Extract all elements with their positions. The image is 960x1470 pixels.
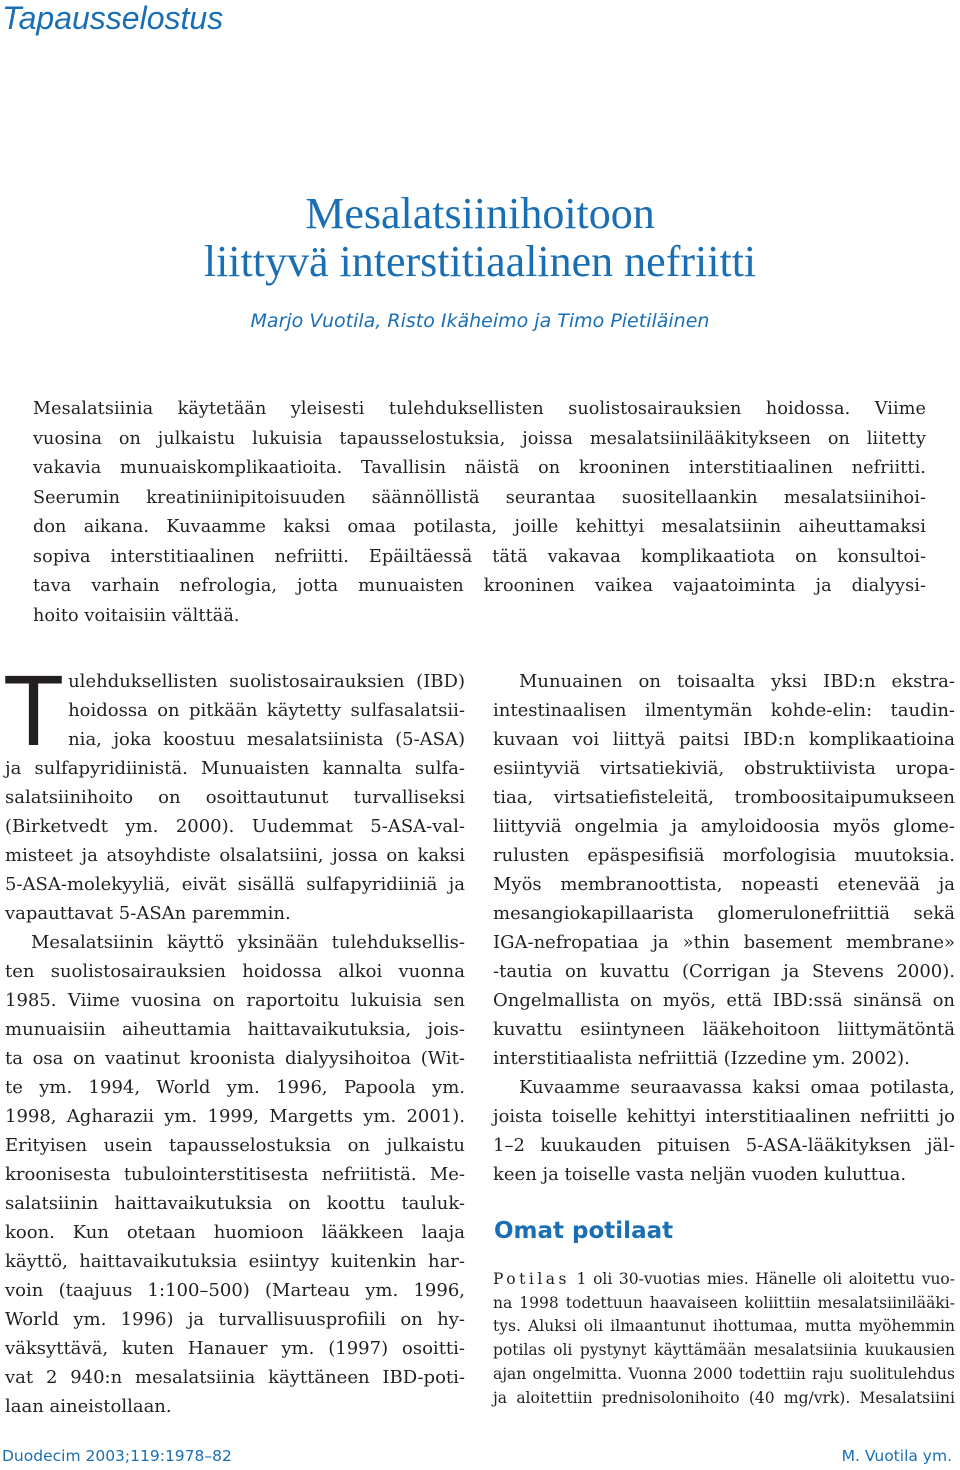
- footer-citation: Duodecim 2003;119:1978–82: [2, 1447, 232, 1465]
- body-line: tiaa, virtsatiefisteleitä, tromboositaipumukseen: [493, 787, 955, 808]
- body-line: (Birketvedt ym. 2000). Uudemmat 5-ASA-val-: [5, 816, 465, 837]
- body-column-left: [3, 655, 465, 1421]
- abstract-line: don aikana. Kuvaamme kaksi omaa potilasta, joille kehittyi mesalatsiinin aiheuttamaksi: [33, 517, 926, 537]
- case-line: na 1998 todettuun haavaiseen koliittiin mesalatsiinilääki-: [493, 1293, 955, 1312]
- body-line: mesangiokapillaarista glomerulonefriittiä sekä: [493, 903, 955, 924]
- body-line: keen ja toiselle vasta neljän vuoden kuluttua.: [493, 1164, 907, 1185]
- abstract-line: hoito voitaisiin välttää.: [33, 605, 240, 626]
- body-line: Ongelmallista on myös, että IBD:ssä sinänsä on: [493, 990, 955, 1011]
- body-line: laan aineistollaan.: [5, 1396, 172, 1417]
- case-line: ja aloitettiin prednisolonihoito (40 mg/vrk). Mesalatsiini: [493, 1388, 955, 1407]
- body-line: -tautia on kuvattu (Corrigan ja Stevens 2000).: [493, 961, 955, 982]
- body-column-right: [493, 667, 955, 1189]
- footer-author: M. Vuotila ym.: [841, 1447, 952, 1465]
- body-line: väksyttävä, kuten Hanauer ym. (1997) osoitti-: [5, 1338, 465, 1359]
- body-line: IGA-nefropatiaa ja »thin basement membrane»: [493, 932, 955, 953]
- abstract-line: vakavia munuaiskomplikaatioita. Tavallisin näistä on krooninen interstitiaalinen nefriitti.: [33, 458, 926, 478]
- body-line: salatsiinihoito on osoittautunut turvalliseksi: [5, 787, 465, 808]
- body-line: hoidossa on pitkään käytetty sulfasalatsii-: [68, 700, 465, 721]
- body-line: 1985. Viime vuosina on raportoitu lukuisia sen: [5, 990, 465, 1011]
- body-line: Myös membranoottista, nopeasti etenevää ja: [493, 874, 955, 895]
- abstract-line: Seerumin kreatiniinipitoisuuden säännöllistä seurantaa suositellaankin mesalatsiinihoi-: [33, 487, 926, 508]
- body-line: interstitiaalista nefriittiä (Izzedine ym. 2002).: [493, 1048, 910, 1069]
- body-line: 1–2 kuukauden pituisen 5-ASA-lääkityksen jäl-: [493, 1135, 955, 1156]
- body-line: vapauttavat 5-ASAn paremmin.: [5, 903, 291, 924]
- article-title: [0, 190, 960, 286]
- opening-paragraph: [3, 655, 465, 767]
- section-label: Tapausselostus: [2, 0, 224, 36]
- body-line: 1998, Agharazii ym. 1999, Margetts ym. 2001).: [5, 1106, 465, 1127]
- author-list: Marjo Vuotila, Risto Ikäheimo ja Timo Pietiläinen: [250, 310, 710, 332]
- body-line: Munuainen on toisaalta yksi IBD:n ekstra-: [519, 671, 955, 692]
- case-lead: Potilas: [493, 1270, 570, 1288]
- body-line: joista toiselle kehittyi interstitiaalinen nefriitti jo: [493, 1106, 955, 1127]
- body-line: ta osa on vaatinut kroonista dialyysihoitoa (Wit-: [5, 1048, 465, 1069]
- abstract: [33, 395, 926, 631]
- body-line: ten suolistosairauksien hoidossa alkoi vuonna: [5, 961, 465, 982]
- body-line: salatsiinin haittavaikutuksia on koottu tauluk-: [5, 1193, 465, 1214]
- body-line: liittyviä ongelmia ja amyloidoosia myös glome-: [493, 816, 955, 837]
- body-line: kuvattu esiintyneen lääkehoitoon liittymätöntä: [493, 1019, 955, 1040]
- body-line: voin (taajuus 1:100–500) (Marteau ym. 1996,: [5, 1280, 465, 1301]
- body-line: munuaisiin aiheuttamia haittavaikutuksia, jois-: [5, 1019, 465, 1040]
- body-line: nia, joka koostuu mesalatsiinista (5-ASA): [68, 729, 465, 750]
- body-line: Erityisen usein tapausselostuksia on julkaistu: [5, 1135, 465, 1156]
- body-line: World ym. 1996) ja turvallisuusprofiili on hy-: [5, 1309, 465, 1330]
- case-line: tys. Aluksi oli ilmaantunut ihottumaa, mutta myöhemmin: [493, 1317, 955, 1336]
- case-first-line: 1 oli 30-vuotias mies. Hänelle oli aloitettu vuo-: [569, 1270, 955, 1288]
- body-line: kroonisesta tubulointerstitisesta nefriitistä. Me-: [5, 1164, 465, 1185]
- body-line: rulusten epäspesifisiä morfologisia muutoksia.: [493, 845, 955, 866]
- body-line: koon. Kun otetaan huomioon lääkkeen laaja: [5, 1222, 465, 1243]
- body-line: kuvaan voi liittyä paitsi IBD:n komplikaatioina: [493, 729, 955, 750]
- body-line: misteet ja atsoyhdiste olsalatsiini, jossa on kaksi: [5, 845, 465, 866]
- abstract-line: Mesalatsiinia käytetään yleisesti tulehduksellisten suolistosairauksien hoidossa. Viime: [33, 399, 926, 419]
- case-line: potilas oli pystynyt käyttämään mesalatsiinia kuukausien: [493, 1341, 955, 1360]
- abstract-line: tava varhain nefrologia, jotta munuaisten krooninen vaikea vajaatoiminta ja dialyysi-: [33, 576, 926, 596]
- body-line: vat 2 940:n mesalatsiinia käyttäneen IBD-poti-: [5, 1367, 465, 1388]
- abstract-line: vuosina on julkaistu lukuisia tapausselostuksia, joissa mesalatsiinilääkitykseen on liitetty: [33, 428, 926, 449]
- body-line: esiintyviä virtsatiekiviä, obstruktiivista uropa-: [493, 758, 955, 779]
- body-line: 5-ASA-molekyyliä, eivät sisällä sulfapyridiiniä ja: [5, 874, 465, 895]
- case-line: ajan ongelmitta. Vuonna 2000 todettiin raju suolitulehdus: [493, 1364, 955, 1383]
- body-line: intestinaalisen ilmentymän kohde-elin: taudin-: [493, 700, 955, 721]
- section-heading: Omat potilaat: [494, 1218, 674, 1244]
- case-line: [493, 1268, 955, 1292]
- body-line: Kuvaamme seuraavassa kaksi omaa potilasta,: [519, 1077, 955, 1098]
- title-line-1: Mesalatsiinihoitoon: [305, 189, 655, 238]
- title-line-2: liittyvä interstitiaalinen nefriitti: [203, 237, 757, 286]
- drop-cap: T: [3, 655, 65, 767]
- body-line: käyttö, haittavaikutuksia esiintyy kuitenkin har-: [5, 1251, 465, 1272]
- body-line: Mesalatsiinin käyttö yksinään tulehduksellis-: [31, 932, 465, 953]
- abstract-line: sopiva interstitiaalinen nefriitti. Epäiltäessä tätä vakavaa komplikaatiota on konsultoi-: [33, 546, 926, 567]
- case-report: [493, 1268, 955, 1410]
- body-line: ulehduksellisten suolistosairauksien (IBD): [68, 671, 465, 692]
- body-line: ja sulfapyridiinistä. Munuaisten kannalta sulfa-: [5, 758, 465, 779]
- body-line: te ym. 1994, World ym. 1996, Papoola ym.: [5, 1077, 465, 1098]
